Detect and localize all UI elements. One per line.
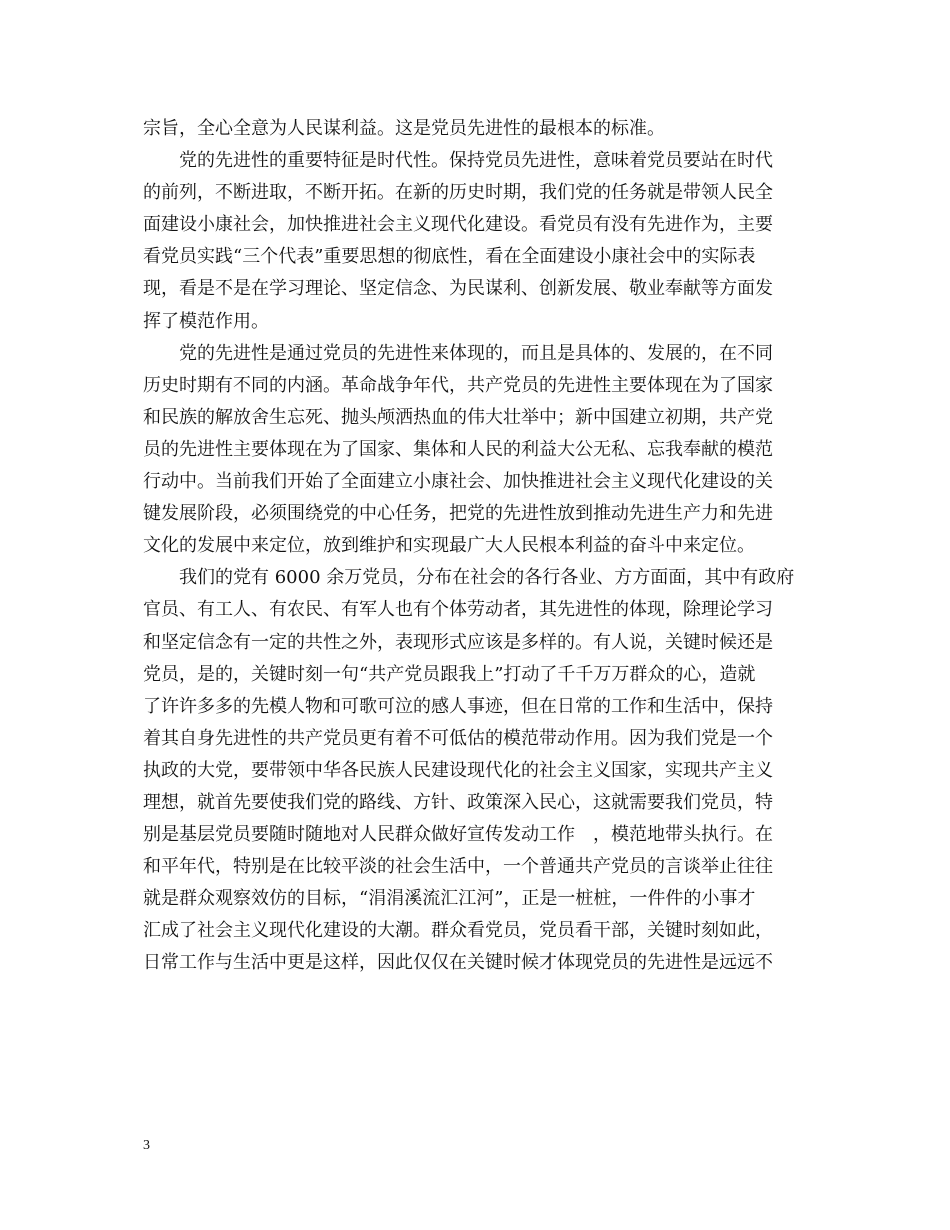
text-line: 汇成了社会主义现代化建设的大潮。群众看党员，党员看干部，关键时刻如此， <box>143 920 773 942</box>
text-line: 党员，是的，关键时刻一句“共产党员跟我上”打动了千千万万群众的心，造就 <box>143 663 756 685</box>
text-line: 现，看是不是在学习理论、坚定信念、为民谋利、创新发展、敬业奉献等方面发 <box>143 278 773 300</box>
text-line: 和平年代，特别是在比较平淡的社会生活中，一个普通共产党员的言谈举止往往 <box>143 856 773 878</box>
text-line: 执政的大党，要带领中华各民族人民建设现代化的社会主义国家，实现共产主义 <box>143 759 773 781</box>
text-line: 和民族的解放舍生忘死、抛头颅洒热血的伟大壮举中；新中国建立初期，共产党 <box>143 406 773 428</box>
text-line: 历史时期有不同的内涵。革命战争年代，共产党员的先进性主要体现在为了国家 <box>143 374 773 396</box>
text-line: 挥了模范作用。 <box>143 310 269 332</box>
text-line: 别是基层党员要随时随地对人民群众做好宣传发动工作 ，模范地带头执行。在 <box>143 824 773 846</box>
text-line: 看党员实践“三个代表”重要思想的彻底性，看在全面建设小康社会中的实际表 <box>143 246 756 268</box>
text-line: 文化的发展中来定位，放到维护和实现最广大人民根本利益的奋斗中来定位。 <box>143 535 755 557</box>
text-line: 理想，就首先要使我们党的路线、方针、政策深入民心，这就需要我们党员，特 <box>143 791 773 813</box>
text-line: 宗旨，全心全意为人民谋利益。这是党员先进性的最根本的标准。 <box>143 118 665 139</box>
text-line: 和坚定信念有一定的共性之外，表现形式应该是多样的。有人说，关键时候还是 <box>143 631 773 653</box>
text-line: 员的先进性主要体现在为了国家、集体和人民的利益大公无私、忘我奉献的模范 <box>143 438 773 460</box>
text-line: 行动中。当前我们开始了全面建立小康社会、加快推进社会主义现代化建设的关 <box>143 471 773 493</box>
text-line: 党的先进性是通过党员的先进性来体现的，而且是具体的、发展的，在不同 <box>179 342 773 364</box>
text-line: 党的先进性的重要特征是时代性。保持党员先进性，意味着党员要站在时代 <box>179 150 773 172</box>
text-line: 面建设小康社会，加快推进社会主义现代化建设。看党员有没有先进作为，主要 <box>143 214 773 236</box>
text-line: 了许许多多的先模人物和可歌可泣的感人事迹，但在日常的工作和生活中，保持 <box>143 695 773 717</box>
text-line: 的前列，不断进取，不断开拓。在新的历史时期，我们党的任务就是带领人民全 <box>143 182 773 204</box>
text-line: 官员、有工人、有农民、有军人也有个体劳动者，其先进性的体现，除理论学习 <box>143 599 773 621</box>
text-line: 就是群众观察效仿的目标，“涓涓溪流汇江河”，正是一桩桩，一件件的小事才 <box>143 888 756 910</box>
text-line: 我们的党有 6000 余万党员，分布在社会的各行各业、方方面面，其中有政府 <box>179 567 795 589</box>
text-line: 着其自身先进性的共产党员更有着不可低估的模范带动作用。因为我们党是一个 <box>143 727 773 749</box>
page-number: 3 <box>143 1138 150 1153</box>
text-line: 日常工作与生活中更是这样，因此仅仅在关键时候才体现党员的先进性是远远不 <box>143 952 773 974</box>
text-line: 键发展阶段，必须围绕党的中心任务，把党的先进性放到推动先进生产力和先进 <box>143 503 773 525</box>
body-text <box>143 113 807 980</box>
